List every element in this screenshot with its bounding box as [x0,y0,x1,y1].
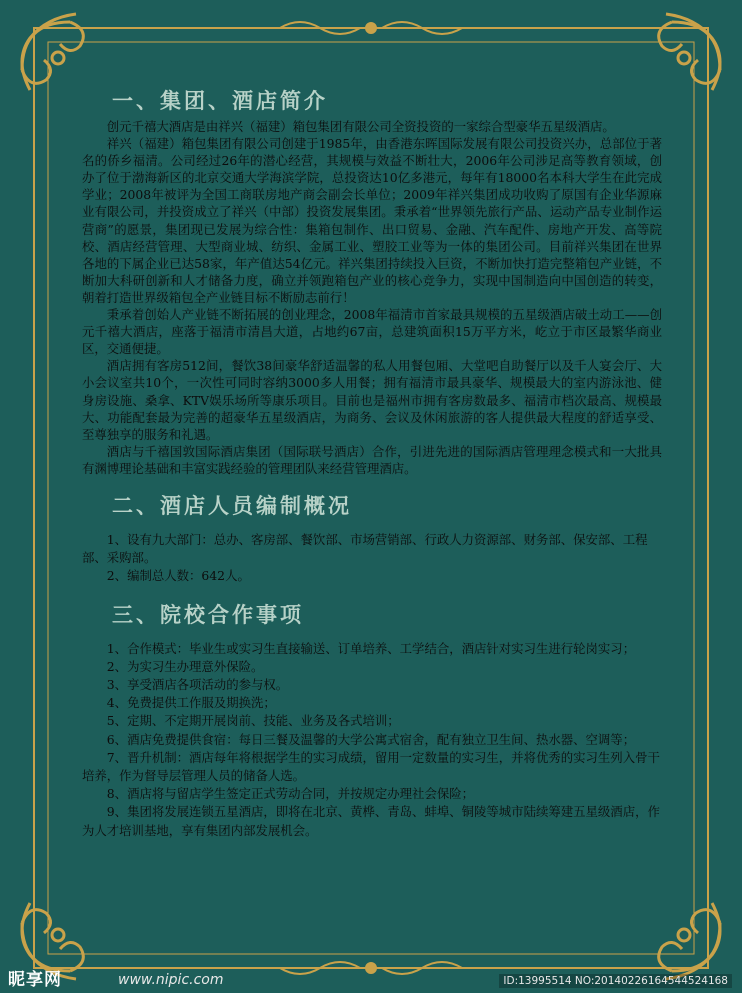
paragraph: 祥兴（福建）箱包集团有限公司创建于1985年，由香港东晖国际发展有限公司投资兴办，总部位于著名的侨乡福清。公司经过26年的潜心经营，其规模与效益不断壮大，2006年公司涉足高等教育领域，创办了位于渤海新区的北京交通大学海滨学院，总投资达10亿多港元，每年有18000名本科大学生在此完成学业；2008年被评为全国工商联房地产商会副会长单位；2009年祥兴集团成功收购了原国有企业华源麻业有限公司，并投资成立了祥兴（中部）投资发展集团。秉承着“世界领先旅行产品、运动产品专业制作运营商”的愿景，集团现已发展为综合性：集箱包制作、出口贸易、金融、汽车配件、房地产开发、高等院校、酒店经营管理、大型商业城、纺织、金属工业、塑胶工业等为一体的集团公司。目前祥兴集团在世界各地的下属企业已达58家，年产值达54亿元。祥兴集团持续投入巨资，不断加快打造完整箱包产业链，不断加大科研创新和人才储备力度，确立并领跑箱包产业的核心竞争力，实现中国制造向中国创造的转变，朝着打造世界级箱包全产业链目标不断励志前行！ [82,136,662,305]
list-item: 2、编制总人数：642人。 [106,568,250,584]
list-item: 3、享受酒店各项活动的参与权。 [106,676,289,692]
section-title: 一、集团、酒店简介 [112,89,328,113]
section-staffing [82,491,662,586]
paragraph: 创元千禧大酒店是由祥兴（福建）箱包集团有限公司全资投资的一家综合型豪华五星级酒店。 [106,119,615,134]
section-company-intro [82,86,662,477]
corner-ornament-top-left [22,14,83,90]
paragraph: 酒店拥有客房512间，餐饮38间豪华舒适温馨的私人用餐包厢、大堂吧自助餐厅以及千人宴会厅、大小会议室共10个，一次性可同时容纳3000多人用餐；拥有福清市最具豪华、规模最大的室内游泳池、健身房设施、桑拿、KTV娱乐场所等康乐项目。目前也是福州市拥有客房数最多、福清市档次最高、规模最大、功能配套最为完善的超豪华五星级酒店，为商务、会议及休闲旅游的客人提供最大程度的舒适享受、至尊独享的服务和礼遇。 [82,358,662,442]
list-item: 8、酒店将与留店学生签定正式劳动合同，并按规定办理社会保险； [106,786,475,802]
list-item: 2、为实习生办理意外保险。 [106,658,264,674]
watermark-logo: 昵享网 [8,970,62,990]
list-item: 5、定期、不定期开展岗前、技能、业务及各式培训； [106,713,400,729]
section-title: 三、院校合作事项 [112,602,304,627]
watermark-url: www.nipic.com [118,972,224,988]
paragraph: 秉承着创始人产业链不断拓展的创业理念，2008年福清市首家最具规模的五星级酒店破土动工——创元千禧大酒店，座落于福清市清昌大道，占地约67亩，总建筑面积15万平方米，屹立于市区最繁华商业区，交通便捷。 [82,307,662,357]
list-item: 4、免费提供工作服及期换洗； [106,695,276,711]
list-item: 1、设有九大部门：总办、客房部、餐饮部、市场营销部、行政人力资源部、财务部、保安部、工程部、采购部。 [82,531,648,566]
list-item: 9、集团将发展连锁五星酒店，即将在北京、黄桦、青岛、蚌埠、铜陵等城市陆续筹建五星级酒店，作为人才培训基地，享有集团内部发展机会。 [82,804,660,838]
list-item: 6、酒店免费提供食宿：每日三餐及温馨的大学公寓式宿舍，配有独立卫生间、热水器、空调等； [106,731,636,747]
watermark-id: ID:13995514 NO:20140226164544524168 [499,974,732,988]
list-item: 7、晋升机制：酒店每年将根据学生的实习成绩，留用一定数量的实习生，并将优秀的实习生列入骨干培养，作为督导层管理人员的储备人选。 [82,749,660,783]
paragraph: 酒店与千禧国敦国际酒店集团（国际联号酒店）合作，引进先进的国际酒店管理理念模式和一大批具有渊博理论基础和丰富实践经验的管理团队来经营管理酒店。 [82,443,662,476]
corner-ornament-top-right [659,14,720,90]
section-school-cooperation [82,600,662,840]
section-title: 二、酒店人员编制概况 [112,493,352,518]
list-item: 1、合作模式：毕业生或实习生直接输送、订单培养、工学结合，酒店针对实习生进行轮岗实习； [106,640,636,656]
watermark-bar [0,967,742,993]
main-content [82,80,662,840]
